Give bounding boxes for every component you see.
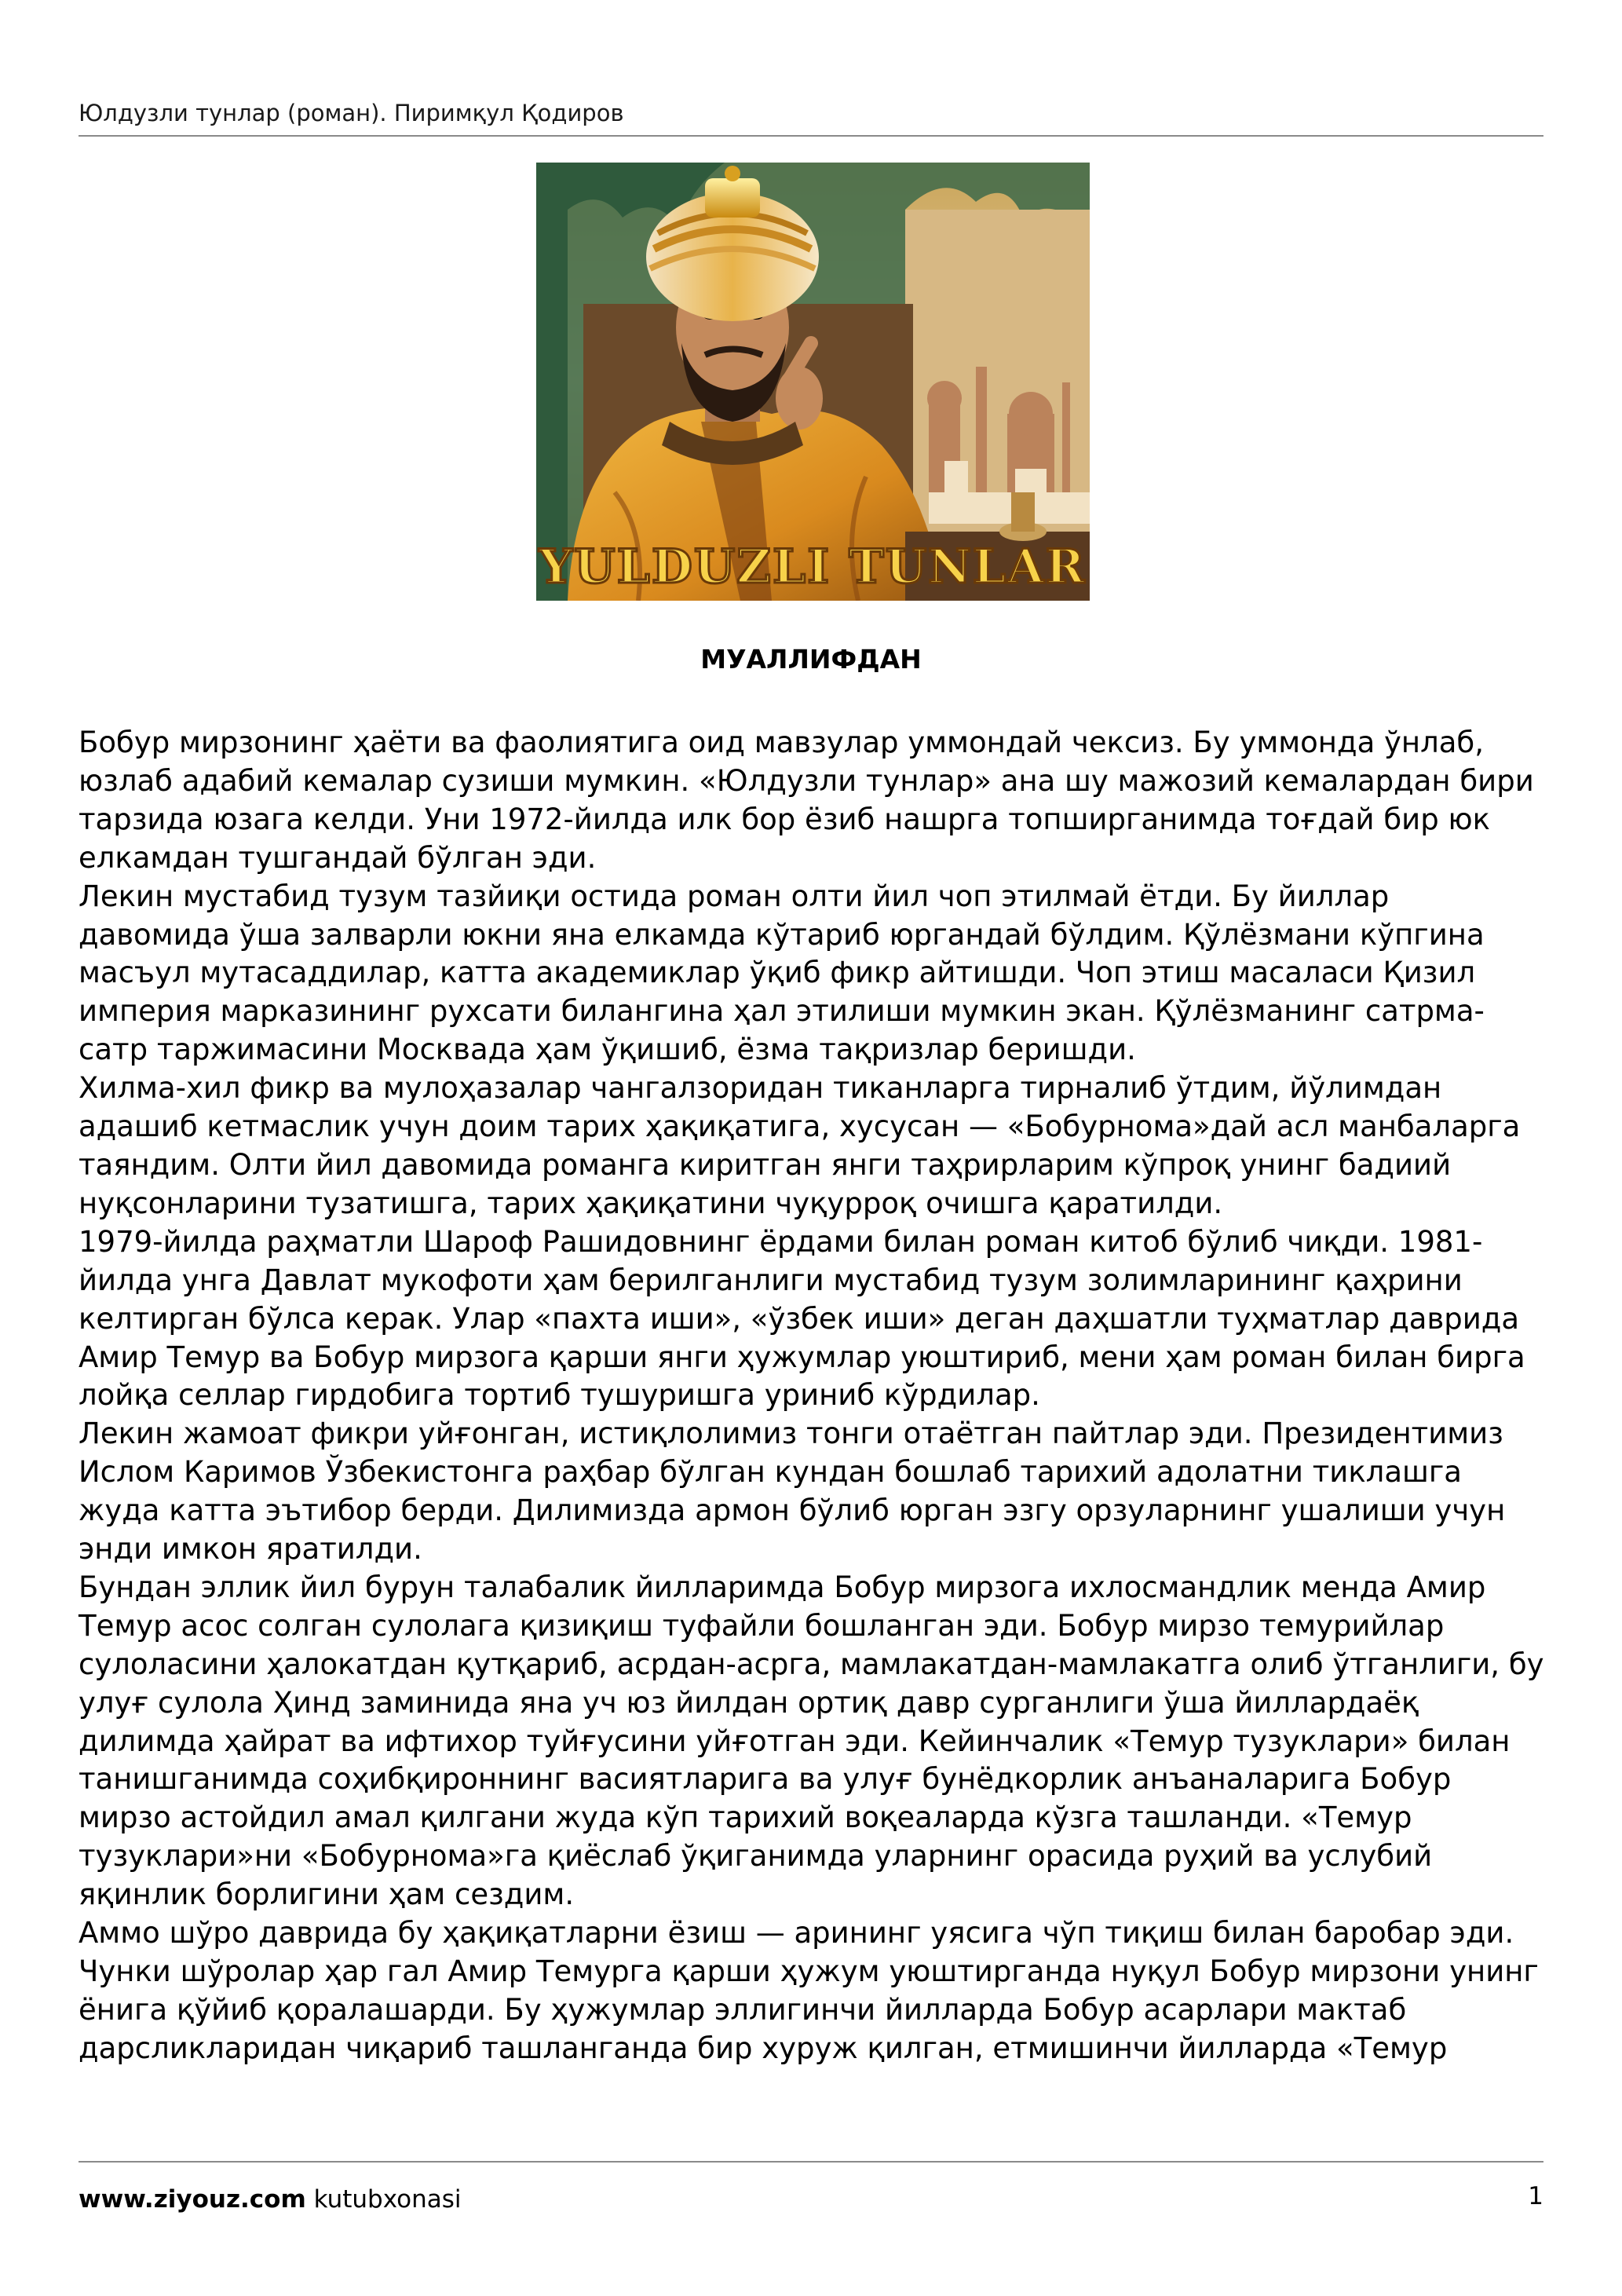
footer-suffix: kutubxonasi (305, 2185, 462, 2214)
paragraph: Хилма-хил фикр ва мулоҳазалар чангалзоридан тиканларга тирналиб ўтдим, йўлимдан адашиб кетмаслик учун доим тарих ҳақиқатига, хусусан — «Бобурнома»дай асл манбаларга таяндим. Олти йил давомида романга киритган янги таҳрирларим кўпроқ унинг бадиий нуқсонларини тузатишга, тарих ҳақиқатини чуқурроқ очишга қаратилди. (79, 1071, 1521, 1220)
paragraph: 1979-йилда раҳматли Шароф Рашидовнинг ёрдами билан роман китоб бўлиб чиқди. 1981-йилда унга Давлат мукофоти ҳам берилганлиги мустабид тузум золимларининг қаҳрини келтирган бўлса керак. Улар «пахта иши», «ўзбек иши» деган даҳшатли туҳматлар даврида Амир Темур ва Бобур мирзога қарши янги ҳужумлар уюштириб, мени ҳам роман билан бирга лойқа селлар гирдобига тортиб тушуришга уриниб кўрдилар. (79, 1224, 1525, 1413)
paragraph: Бобур мирзонинг ҳаёти ва фаолиятига оид мавзулар уммондай чексиз. Бу уммонда ўнлаб, юзлаб адабий кемалар сузиши мумкин. «Юлдузли тунлар» ана шу мажозий кемалардан бири тарзида юзага келди. Уни 1972-йилда илк бор ёзиб нашрга топширганимда тоғдай бир юк елкамдан тушгандай бўлган эди. (79, 726, 1534, 875)
footer-site-link[interactable]: www.ziyouz.com (79, 2185, 306, 2214)
book-cover-image (536, 163, 1090, 601)
footer-divider (79, 2161, 1543, 2163)
section-title: МУАЛЛИФДАН (700, 644, 922, 675)
paragraph: Аммо шўро даврида бу ҳақиқатларни ёзиш — арининг уясига чўп тиқиш билан баробар эди. Чунки шўролар ҳар гал Амир Темурга қарши ҳужум уюштирганда нуқул Бобур мирзони унинг ёнига қўйиб қоралашарди. Бу ҳужумлар эллигинчи йилларда Бобур асарлари мактаб дарсликларидан чиқариб ташланганда бир хуруж қилган, етмишинчи йилларда «Темур (79, 1916, 1539, 2065)
page-number: 1 (1528, 2182, 1543, 2210)
footer-credit (79, 2184, 462, 2214)
header-divider (79, 135, 1543, 137)
cover-illustration (536, 163, 1090, 601)
page-header-title: Юлдузли тунлар (роман). Пиримқул Қодиров (79, 100, 624, 126)
paragraph: Лекин мустабид тузум тазйиқи остида роман олти йил чоп этилмай ётди. Бу йиллар давомида ўша залварли юкни яна елкамда кўтариб юргандай бўлдим. Қўлёзмани кўпгина масъул мутасаддилар, катта академиклар ўқиб фикр айтишди. Чоп этиш масаласи Қизил империя марказининг рухсати билангина ҳал этилиши мумкин экан. Қўлёзманинг сатрма-сатр таржимасини Москвада ҳам ўқишиб, ёзма тақризлар беришди. (79, 879, 1485, 1067)
body-text (79, 724, 1547, 2068)
paragraph: Бундан эллик йил бурун талабалик йилларимда Бобур мирзога ихлосмандлик менда Амир Темур асос солган сулолага қизиқиш туфайли бошланган эди. Бобур мирзо темурийлар сулоласини ҳалокатдан қутқариб, асрдан-асрга, мамлакатдан-мамлакатга олиб ўтганлиги, бу улуғ сулола Ҳинд заминида яна уч юз йилдан ортиқ давр сурганлиги ўша йиллардаёқ дилимда ҳайрат ва ифтихор туйғусини уйғотган эди. Кейинчалик «Темур тузуклари» билан танишганимда соҳибқироннинг васиятларига ва улуғ бунёдкорлик анъаналарига Бобур мирзо астойдил амал қилгани жуда кўп тарихий воқеаларда кўзга ташланди. «Темур тузуклари»ни «Бобурнома»га қиёслаб ўқиганимда уларнинг орасида руҳий ва услубий яқинлик борлигини ҳам сездим. (79, 1570, 1544, 1912)
cover-caption: YULDUZLI TUNLAR (539, 539, 1087, 594)
paragraph: Лекин жамоат фикри уйғонган, истиқлолимиз тонги отаётган пайтлар эди. Президентимиз Ислом Каримов Ўзбекистонга раҳбар бўлган кундан бошлаб тарихий адолатни тиклашга жуда катта эътибор берди. Дилимизда армон бўлиб юрган эзгу орзуларнинг ушалиши учун энди имкон яратилди. (79, 1417, 1506, 1567)
